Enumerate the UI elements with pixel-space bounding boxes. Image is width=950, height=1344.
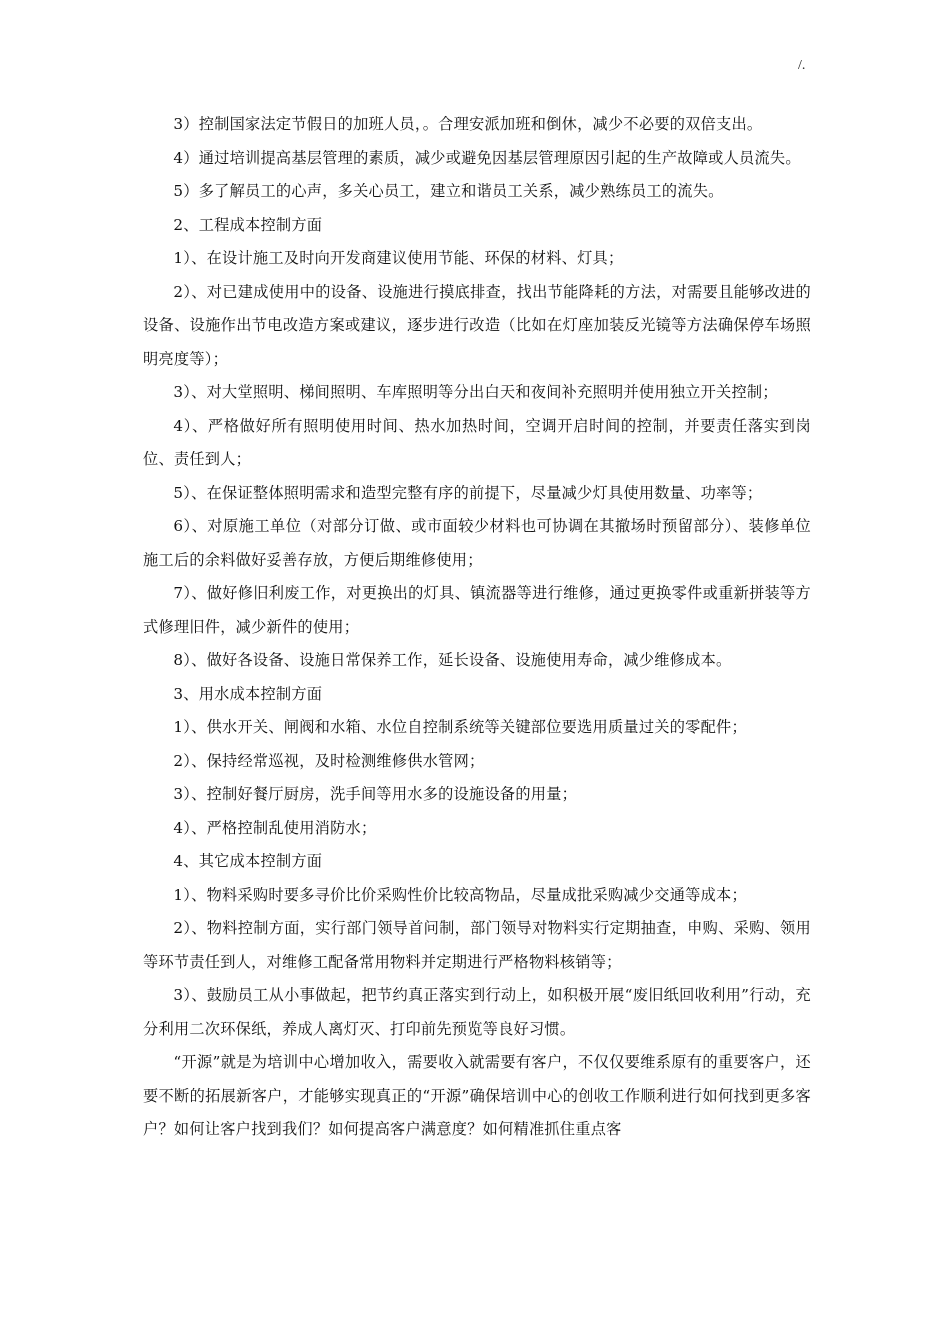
paragraph-overtime-control: 3）控制国家法定节假日的加班人员，。合理安派加班和倒休，减少不必要的双倍支出。 (173, 115, 763, 133)
paragraph-maintenance: 8）、做好各设备、设施日常保养工作，延长设备、设施使用寿命，减少维修成本。 (173, 651, 732, 669)
paragraph-employee-care: 5）多了解员工的心声，多关心员工，建立和谐员工关系，减少熟练员工的流失。 (173, 182, 724, 200)
section-heading-other-cost: 4、其它成本控制方面 (173, 852, 323, 870)
page-number-mark: /. (798, 58, 806, 73)
paragraph-energy-audit: 2）、对已建成使用中的设备、设施进行摸底排查，找出节能降耗的方法，对需要且能够改进的设备、设施作出节电改造方案或建议，逐步进行改造（比如在灯座加装反光镜等方法确保停车场照明亮度等）； (143, 282, 811, 368)
paragraph-saving-habits: 3）、鼓励员工从小事做起，把节约真正落实到行动上，如积极开展“废旧纸回收利用”行动，充分利用二次环保纸，养成人离灯灭、打印前先预览等良好习惯。 (143, 986, 811, 1038)
section-heading-water-cost: 3、用水成本控制方面 (173, 684, 323, 703)
paragraph-eco-materials: 1）、在设计施工及时向开发商建议使用节能、环保的材料、灯具； (173, 249, 624, 267)
paragraph-fire-water: 4）、严格控制乱使用消防水； (173, 818, 377, 837)
paragraph-usage-time-control: 4）、严格做好所有照明使用时间、热水加热时间，空调开启时间的控制，并要责任落实到岗位、责任到人； (143, 416, 811, 468)
paragraph-material-control: 2）、物料控制方面，实行部门领导首问制，部门领导对物料实行定期抽查，申购、采购、领用等环节责任到人，对维修工配备常用物料并定期进行严格物料核销等； (143, 919, 811, 971)
paragraph-pipe-inspection: 2）、保持经常巡视，及时检测维修供水管网； (173, 751, 485, 770)
section-heading-engineering-cost: 2、工程成本控制方面 (173, 215, 323, 234)
document-body (143, 108, 811, 1147)
paragraph-repair-reuse: 7）、做好修旧利废工作，对更换出的灯具、镇流器等进行维修，通过更换零件或重新拼装等方式修理旧件，减少新件的使用； (143, 584, 811, 636)
paragraph-open-source-revenue: “开源”就是为培训中心增加收入，需要收入就需要有客户，不仅仅要维系原有的重要客户，还要不断的拓展新客户，才能够实现真正的“开源”确保培训中心的创收工作顺利进行如何找到更多客户？如何让客户找到我们？如何提高客户满意度？如何精准抓住重点客 (143, 1053, 811, 1138)
paragraph-management-training: 4）通过培训提高基层管理的素质，减少或避免因基层管理原因引起的生产故障或人员流失。 (173, 148, 801, 167)
paragraph-kitchen-water: 3）、控制好餐厅厨房，洗手间等用水多的设施设备的用量； (173, 785, 578, 803)
paragraph-water-parts: 1）、供水开关、闸阀和水箱、水位自控制系统等关键部位要选用质量过关的零配件； (173, 718, 747, 736)
paragraph-lighting-switch: 3）、对大堂照明、梯间照明、车库照明等分出白天和夜间补充照明并使用独立开关控制； (173, 383, 778, 401)
paragraph-leftover-materials: 6）、对原施工单位（对部分订做、或市面较少材料也可协调在其撤场时预留部分）、装修单位施工后的余料做好妥善存放，方便后期维修使用； (143, 517, 811, 569)
paragraph-procurement: 1）、物料采购时要多寻价比价采购性价比较高物品，尽量成批采购减少交通等成本； (173, 885, 747, 904)
paragraph-reduce-fixtures: 5）、在保证整体照明需求和造型完整有序的前提下，尽量减少灯具使用数量、功率等； (173, 483, 763, 502)
